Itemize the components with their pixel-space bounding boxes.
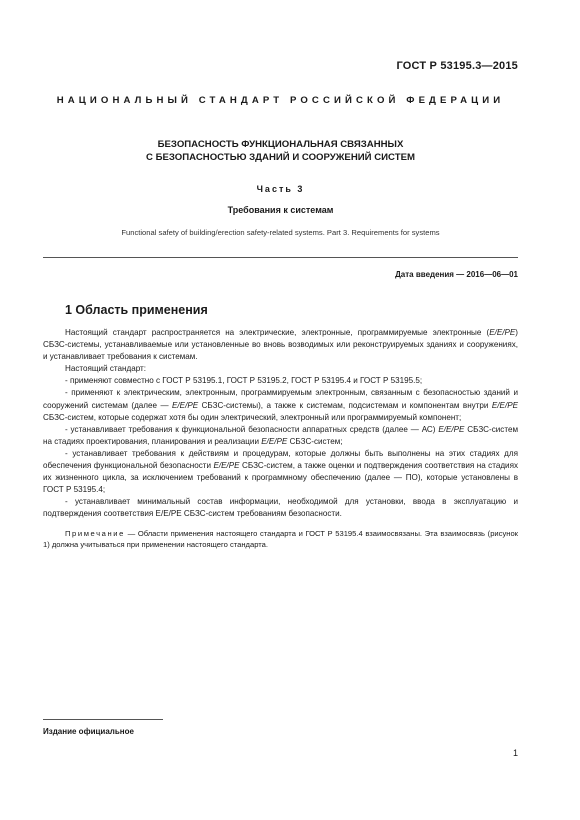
list-item: - применяют совместно с ГОСТ Р 53195.1, ГОСТ Р 53195.2, ГОСТ Р 53195.4 и ГОСТ Р 53195.5; bbox=[65, 376, 423, 386]
section-body bbox=[43, 327, 518, 550]
divider-bottom bbox=[43, 719, 163, 720]
list-item: - устанавливает требования к действиям и процедурам, которые должны быть выполнены на этих стадиях для обеспечения функциональной безопасности Е/Е/РЕ СБЗС-систем, а также оценки и подтверждения соответствия на стадиях их жизненного цикла, за исключением требований к программному обеспечению (далее — ПО), которые установлены в ГОСТ Р 53195.4; bbox=[43, 448, 519, 495]
national-standard-banner: НАЦИОНАЛЬНЫЙ СТАНДАРТ РОССИЙСКОЙ ФЕДЕРАЦИИ bbox=[56, 95, 505, 106]
list-item: - устанавливает требования к функциональной безопасности аппаратных средств (далее — АС) Е/Е/РЕ СБЗС-систем на стадиях проектирования, планирования и реализации Е/Е/РЕ СБЗС-систем; bbox=[43, 424, 519, 446]
paragraph-standard-intro: Настоящий стандарт: bbox=[65, 364, 146, 374]
title-block bbox=[43, 138, 518, 237]
standard-number: ГОСТ Р 53195.3—2015 bbox=[396, 60, 518, 72]
part-label: Часть 3 bbox=[256, 184, 305, 194]
list-item: - устанавливает минимальный состав информации, необходимой для установки, ввода в эксплуатацию и подтверждения соответствия Е/Е/РЕ СБЗС-систем требованиям безопасности. bbox=[43, 497, 518, 519]
subtitle: Требования к системам bbox=[227, 205, 334, 215]
paragraph-scope: Настоящий стандарт распространяется на электрические, электронные, программируемые электронные (Е/Е/РЕ) СБЗС-системы, устанавливаемые или установленные во вновь возводимых или реконструируемых зданиях и сооружениях, и устанавливает требования к системам. bbox=[43, 328, 518, 362]
page-number: 1 bbox=[512, 748, 518, 758]
english-title: Functional safety of building/erection safety-related systems. Part 3. Requirements for systems bbox=[121, 228, 440, 237]
note bbox=[43, 528, 518, 550]
title-line-2: С БЕЗОПАСНОСТЬЮ ЗДАНИЙ И СООРУЖЕНИЙ СИСТЕМ bbox=[146, 152, 415, 163]
official-edition-label: Издание официальное bbox=[43, 727, 134, 736]
divider-top bbox=[43, 257, 518, 258]
list-item: - применяют к электрическим, электронным, программируемым электронным, связанным с безопасностью зданий и сооружений системам (далее — Е/Е/РЕ СБЗС-системы), а также к системам, подсистемам и компонентам внутри Е/Е/РЕ СБЗС-систем, которые содержат хотя бы один электрический, электронный или программируемый компонент; bbox=[43, 388, 518, 422]
introduction-date: Дата введения — 2016—06—01 bbox=[395, 270, 518, 279]
note-label: Примечание bbox=[65, 528, 125, 538]
section-heading: 1 Область применения bbox=[65, 303, 208, 317]
title-line-1: БЕЗОПАСНОСТЬ ФУНКЦИОНАЛЬНАЯ СВЯЗАННЫХ bbox=[157, 139, 404, 150]
note-text: — Области применения настоящего стандарта и ГОСТ Р 53195.4 взаимосвязаны. Эта взаимосвязь (рисунок 1) должна учитываться при применении настоящего стандарта. bbox=[43, 528, 518, 549]
